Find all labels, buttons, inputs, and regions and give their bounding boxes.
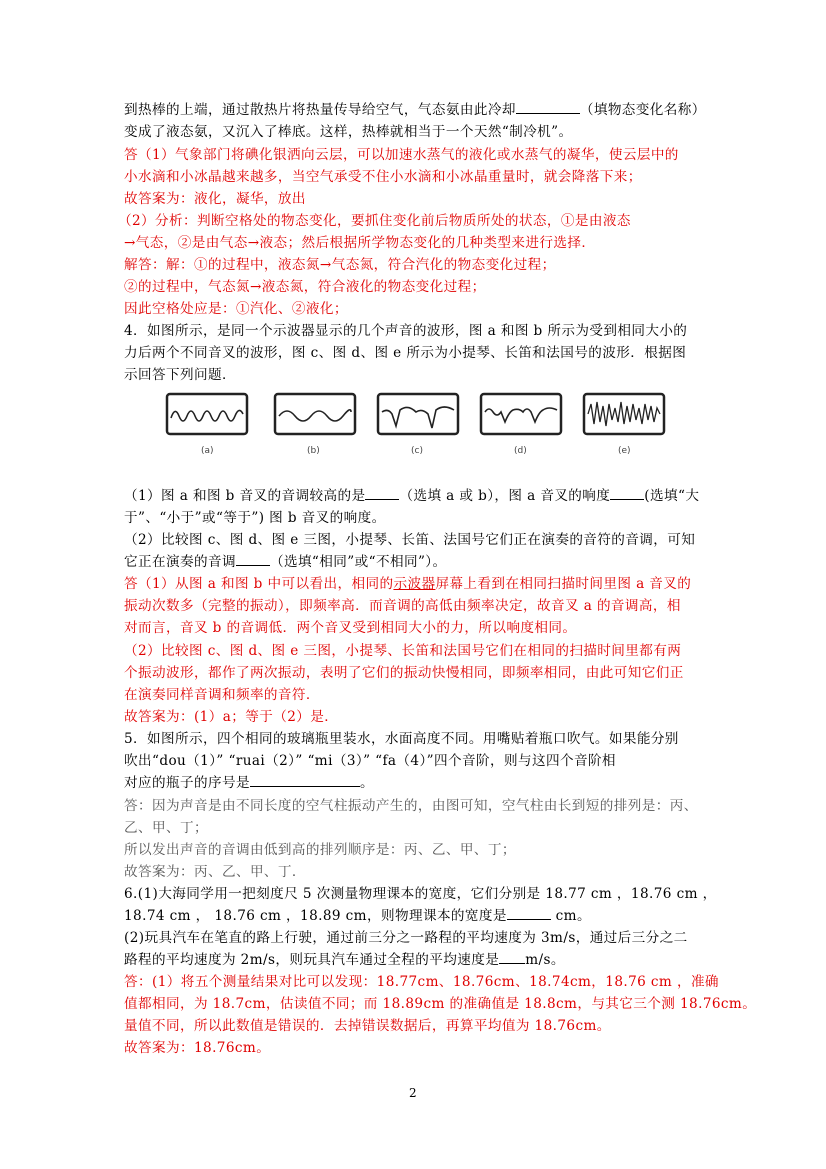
fill-in-blank[interactable] — [499, 949, 525, 964]
text-segment: 对而言，音叉 b 的音调低．两个音叉受到相同大小的力，所以响度相同。 — [124, 620, 577, 636]
text-segment: →气态，②是由气态→液态；然后根据所学物态变化的几种类型来进行选择． — [124, 235, 596, 251]
question-line — [124, 342, 704, 364]
answer-line — [124, 276, 704, 298]
answer-line — [124, 166, 704, 188]
question-line — [124, 485, 704, 507]
question-line — [124, 883, 717, 905]
text-segment: 量值不同，所以此数值是错误的．去掉错误数据后，再算平均值为 18.76cm。 — [124, 1018, 611, 1034]
answer-line — [124, 971, 719, 993]
text-segment: 值都相同，为 18.7cm，估读值不同；而 18.89cm 的准确值是 18.8cm，与其它三个测 18.76cm。 — [124, 996, 757, 1012]
text-segment: (选填“大 — [644, 488, 700, 504]
text-segment: ②的过程中，气态氮→液态氮，符合液化的物态变化过程； — [124, 279, 486, 295]
text-segment: 到热棒的上端，通过散热片将热量传导给空气，气态氨由此冷却 — [124, 102, 516, 118]
text-segment: m/s。 — [525, 952, 565, 968]
waveform-e — [582, 392, 666, 436]
answer-line — [124, 188, 704, 210]
text-segment: （2）比较图 c、图 d、图 e 三图，小提琴、长笛、法国号它们正在演奏的音符的音调，可知 — [124, 532, 696, 548]
answer-line — [124, 144, 704, 166]
text-segment: 故答案为：18.76cm。 — [124, 1040, 271, 1056]
question-line — [124, 728, 704, 750]
answer-line — [124, 662, 704, 684]
text-segment: 在演奏同样音调和频率的音符． — [124, 687, 320, 703]
text-segment: 解答：解：①的过程中，液态氮→气态氮，符合汽化的物态变化过程； — [124, 257, 556, 273]
answer-line — [124, 595, 704, 617]
text-segment: 示波器 — [393, 576, 436, 592]
question-line — [124, 750, 704, 772]
question-line — [124, 364, 704, 386]
answer-line — [124, 1037, 704, 1059]
text-segment: 答：(1）将五个测量结果对比可以发现：18.77cm、18.76cm、18.74cm，18.76 cm ，准确 — [124, 974, 719, 990]
fill-in-blank[interactable] — [507, 905, 551, 920]
answer-line — [124, 573, 704, 595]
text-segment: 故答案为：丙、乙、甲、丁． — [124, 864, 306, 880]
answer-line — [124, 232, 704, 254]
answer-line — [124, 684, 704, 706]
text-line — [124, 121, 704, 143]
answer-line — [124, 993, 757, 1015]
text-segment: 示回答下列问题． — [124, 367, 236, 383]
text-segment: 变成了液态氨，又沉入了棒底。这样，热棒就相当于一个天然“制冷机”。 — [124, 124, 573, 140]
text-segment: （选填“相同”或“不相同”）。 — [269, 554, 447, 570]
answer-line — [118, 210, 698, 232]
answer-line — [124, 817, 704, 839]
answer-line — [124, 795, 704, 817]
answer-line — [124, 298, 704, 320]
question-line — [124, 551, 704, 573]
fill-in-blank[interactable] — [236, 551, 270, 566]
text-segment: 小水滴和小冰晶越来越多，当空气承受不住小水滴和小冰晶重量时，就会降落下来； — [124, 169, 642, 185]
waveform-label-d: (d) — [514, 446, 527, 456]
text-segment: 故答案为：(1）a；等于（2）是． — [124, 709, 339, 725]
text-segment: 路程的平均速度为 2m/s，则玩具汽车通过全程的平均速度是 — [124, 952, 500, 968]
fill-in-blank[interactable] — [516, 99, 580, 114]
text-segment: 所以发出声音的音调由低到高的排列顺序是：丙、乙、甲、丁； — [124, 842, 516, 858]
text-segment: 振动次数多（完整的振动），即频率高．而音调的高低由频率决定，故音叉 a 的音调高，相 — [124, 598, 681, 614]
text-segment: 对应的瓶子的序号是 — [124, 775, 250, 791]
question-line — [124, 905, 704, 927]
waveform-c — [376, 392, 460, 436]
text-segment: 答（1）从图 a 和图 b 中可以看出，相同的 — [124, 576, 394, 592]
text-line — [124, 99, 704, 121]
text-segment: 力后两个不同音叉的波形，图 c、图 d、图 e 所示为小提琴、长笛和法国号的波形．根据图 — [124, 345, 687, 361]
text-segment: 答：因为声音是由不同长度的空气柱振动产生的，由图可知，空气柱由长到短的排列是：丙、 — [124, 798, 698, 814]
answer-line — [124, 861, 704, 883]
page-number: 2 — [409, 1086, 417, 1100]
question-line — [124, 927, 704, 949]
waveform-label-a: (a) — [201, 446, 214, 456]
waveform-b — [273, 392, 357, 436]
fill-in-blank[interactable] — [250, 772, 360, 787]
text-segment: 18.74 cm ， 18.76 cm ，18.89 cm，则物理课本的宽度是 — [124, 908, 507, 924]
text-segment: 答（1）气象部门将碘化银洒向云层，可以加速水蒸气的液化或水蒸气的凝华，使云层中的 — [124, 147, 679, 163]
text-segment: 它正在演奏的音调 — [124, 554, 236, 570]
answer-line — [124, 254, 704, 276]
text-segment: （选填 a 或 b），图 a 音叉的响度 — [399, 488, 611, 504]
text-segment: (2)玩具汽车在笔直的路上行驶，通过前三分之一路程的平均速度为 3m/s，通过后三分之二 — [124, 930, 688, 946]
text-segment: 5．如图所示，四个相同的玻璃瓶里装水，水面高度不同。用嘴贴着瓶口吹气。如果能分别 — [124, 731, 679, 747]
question-line — [124, 949, 704, 971]
answer-line — [124, 640, 704, 662]
waveform-label-c: (c) — [411, 446, 423, 456]
answer-line — [124, 1015, 704, 1037]
answer-line — [124, 839, 704, 861]
waveform-d — [479, 392, 563, 436]
text-segment: 屏幕上看到在相同扫描时间里图 a 音叉的 — [435, 576, 692, 592]
text-segment: 。 — [359, 775, 374, 791]
text-segment: 故答案为：液化，凝华，放出 — [124, 191, 306, 207]
text-segment: 吹出“dou（1）” “ruai（2）” “mi（3）” “fa（4）”四个音阶，则与这四个音阶相 — [124, 753, 616, 769]
text-segment: cm。 — [550, 908, 591, 924]
text-segment: （2）分析：判断空格处的物态变化，要抓住变化前后物质所处的状态，①是由液态 — [118, 213, 631, 229]
text-segment: 个振动波形，都作了两次振动，表明了它们的振动快慢相同，即频率相同，由此可知它们正 — [124, 665, 684, 681]
fill-in-blank[interactable] — [365, 485, 399, 500]
question-line — [124, 320, 704, 342]
text-segment: （1）图 a 和图 b 音叉的音调较高的是 — [124, 488, 366, 504]
text-segment: 因此空格处应是：①汽化、②液化； — [124, 301, 348, 317]
question-line — [124, 529, 704, 551]
text-segment: 乙、甲、丁； — [124, 820, 208, 836]
text-segment: 于”、“小于”或“等于”) 图 b 音叉的响度。 — [124, 510, 386, 526]
question-line — [124, 507, 704, 529]
text-segment: （2）比较图 c、图 d、图 e 三图，小提琴、长笛和法国号它们在相同的扫描时间里都有两 — [124, 643, 682, 659]
waveform-a — [165, 392, 249, 436]
text-segment: 4．如图所示，是同一个示波器显示的几个声音的波形，图 a 和图 b 所示为受到相同大小的 — [124, 323, 688, 339]
waveform-label-e: (e) — [618, 446, 631, 456]
answer-line — [124, 706, 704, 728]
text-segment: 6.(1)大海同学用一把刻度尺 5 次测量物理课本的宽度，它们分别是 18.77 cm ，18.76 cm ， — [124, 886, 717, 902]
fill-in-blank[interactable] — [610, 485, 644, 500]
text-segment: （填物态变化名称） — [579, 102, 706, 118]
answer-line — [124, 617, 704, 639]
waveform-label-b: (b) — [307, 446, 320, 456]
question-line — [124, 772, 704, 794]
